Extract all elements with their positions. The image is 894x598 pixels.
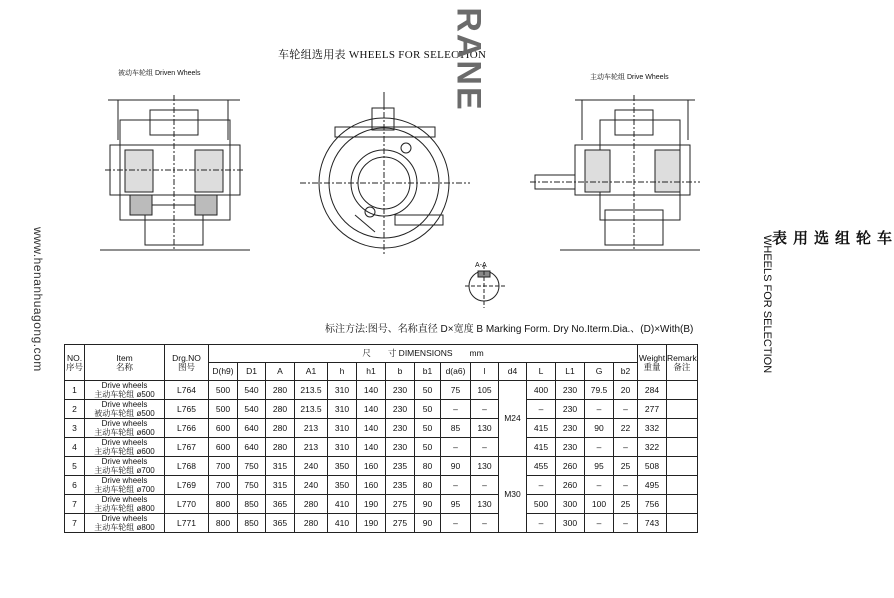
col-header: D1	[238, 363, 266, 381]
header-weight: Weight 重量	[638, 345, 667, 381]
header-no: NO. 序号	[65, 345, 85, 381]
table-row	[65, 419, 698, 438]
item-en: Drive wheels	[101, 438, 148, 447]
table-row	[65, 400, 698, 419]
table-cell: 240	[295, 476, 328, 495]
table-cell: 280	[266, 381, 295, 400]
table-cell: –	[585, 438, 614, 457]
table-cell: 850	[238, 514, 266, 533]
table-cell: L765	[165, 400, 209, 419]
item-cell	[85, 381, 165, 400]
section-label: A-A	[475, 262, 487, 269]
table-cell: 310	[328, 381, 357, 400]
item-cell	[85, 514, 165, 533]
table-cell: 284	[638, 381, 667, 400]
wheel-front-view	[300, 92, 470, 255]
table-cell: 500	[527, 495, 556, 514]
table-cell: 350	[328, 476, 357, 495]
table-cell	[667, 457, 698, 476]
side-title-cn: 车轮组选用表	[770, 230, 891, 249]
table-cell: 230	[386, 400, 415, 419]
table-cell: 415	[527, 419, 556, 438]
table-cell: 410	[328, 514, 357, 533]
table-cell: 600	[209, 419, 238, 438]
table-cell: 280	[295, 495, 328, 514]
table-cell: L770	[165, 495, 209, 514]
table-cell: 22	[614, 419, 638, 438]
table-cell: 410	[328, 495, 357, 514]
table-cell: –	[614, 476, 638, 495]
table-cell: 500	[209, 400, 238, 419]
item-cell	[85, 438, 165, 457]
table-cell: 750	[238, 476, 266, 495]
drive-wheels-label: 主动车轮组 Drive Wheels	[590, 74, 669, 81]
table-cell: –	[527, 514, 556, 533]
table-cell: 275	[386, 495, 415, 514]
table-cell: –	[585, 400, 614, 419]
table-cell: 190	[357, 495, 386, 514]
table-cell: 105	[471, 381, 499, 400]
table-cell: 7	[65, 495, 85, 514]
table-cell: 230	[386, 381, 415, 400]
col-header: D(h9)	[209, 363, 238, 381]
table-cell: L771	[165, 514, 209, 533]
table-cell: 800	[209, 495, 238, 514]
table-cell: 455	[527, 457, 556, 476]
table-cell: 79.5	[585, 381, 614, 400]
table-cell: 130	[471, 495, 499, 514]
table-cell: –	[441, 476, 471, 495]
table-cell: 7	[65, 514, 85, 533]
table-cell: 90	[415, 495, 441, 514]
table-cell: 140	[357, 438, 386, 457]
header-remark: Remark 备注	[667, 345, 698, 381]
table-cell: –	[585, 514, 614, 533]
table-cell: 235	[386, 457, 415, 476]
table-cell: 540	[238, 381, 266, 400]
item-cn: 主动车轮组 ø700	[94, 485, 155, 494]
table-cell: –	[527, 476, 556, 495]
table-cell: L764	[165, 381, 209, 400]
table-cell	[667, 476, 698, 495]
table-cell: 160	[357, 457, 386, 476]
table-cell: 25	[614, 495, 638, 514]
table-cell	[667, 419, 698, 438]
table-cell: 508	[638, 457, 667, 476]
table-cell: 750	[238, 457, 266, 476]
item-cn: 主动车轮组 ø500	[94, 390, 155, 399]
d4-cell: M30	[499, 457, 527, 533]
wheel-spec-table	[64, 344, 698, 533]
table-cell: 640	[238, 419, 266, 438]
table-cell: 85	[441, 419, 471, 438]
table-cell: 400	[527, 381, 556, 400]
table-row	[65, 514, 698, 533]
col-header: L	[527, 363, 556, 381]
table-cell: 322	[638, 438, 667, 457]
table-cell: 540	[238, 400, 266, 419]
table-cell: 415	[527, 438, 556, 457]
table-cell	[667, 438, 698, 457]
col-header: h1	[357, 363, 386, 381]
table-cell: 130	[471, 457, 499, 476]
table-cell: 280	[295, 514, 328, 533]
table-cell: 315	[266, 457, 295, 476]
table-cell: 4	[65, 438, 85, 457]
d4-cell: M24	[499, 381, 527, 457]
table-cell: 80	[415, 457, 441, 476]
table-cell: 20	[614, 381, 638, 400]
col-header: b	[386, 363, 415, 381]
table-cell: 140	[357, 381, 386, 400]
item-cn: 主动车轮组 ø800	[94, 523, 155, 532]
item-en: Drive wheels	[101, 400, 148, 409]
table-cell	[667, 495, 698, 514]
col-header: b1	[415, 363, 441, 381]
table-cell: 280	[266, 438, 295, 457]
table-cell: 300	[556, 514, 585, 533]
table-cell: 640	[238, 438, 266, 457]
table-cell: 50	[415, 419, 441, 438]
col-header: d(a6)	[441, 363, 471, 381]
table-cell: 100	[585, 495, 614, 514]
table-cell: 365	[266, 514, 295, 533]
table-cell: 90	[415, 514, 441, 533]
table-cell: 310	[328, 400, 357, 419]
table-cell: 90	[441, 457, 471, 476]
table-cell: 700	[209, 457, 238, 476]
driven-wheels-label: 被动车轮组 Driven Wheels	[118, 70, 201, 77]
table-cell: 700	[209, 476, 238, 495]
table-cell	[667, 514, 698, 533]
table-cell: 230	[556, 419, 585, 438]
table-cell: 800	[209, 514, 238, 533]
header-item: Item 名称	[85, 345, 165, 381]
table-cell: 277	[638, 400, 667, 419]
item-cell	[85, 400, 165, 419]
header-row-1	[65, 345, 698, 363]
table-cell: 235	[386, 476, 415, 495]
item-cn: 主动车轮组 ø700	[94, 466, 155, 475]
col-header: L1	[556, 363, 585, 381]
table-body	[65, 381, 698, 533]
table-cell: 190	[357, 514, 386, 533]
col-header: A1	[295, 363, 328, 381]
table-cell: –	[471, 400, 499, 419]
table-cell: 260	[556, 476, 585, 495]
item-en: Drive wheels	[101, 381, 148, 390]
table-cell: 95	[585, 457, 614, 476]
table-cell: –	[471, 438, 499, 457]
table-cell	[667, 400, 698, 419]
table-cell: L767	[165, 438, 209, 457]
col-header: G	[585, 363, 614, 381]
table-cell: 213.5	[295, 381, 328, 400]
table-cell: –	[471, 476, 499, 495]
table-cell: 75	[441, 381, 471, 400]
table-cell: L769	[165, 476, 209, 495]
table-cell: L766	[165, 419, 209, 438]
table-cell: 260	[556, 457, 585, 476]
table-cell: 90	[585, 419, 614, 438]
item-cell	[85, 419, 165, 438]
item-cell	[85, 457, 165, 476]
item-cn: 被动车轮组 ø500	[94, 409, 155, 418]
table-cell: 280	[266, 400, 295, 419]
item-en: Drive wheels	[101, 476, 148, 485]
table-cell: –	[441, 514, 471, 533]
col-header: b2	[614, 363, 638, 381]
table-cell: 213.5	[295, 400, 328, 419]
table-cell: 6	[65, 476, 85, 495]
item-cn: 主动车轮组 ø600	[94, 447, 155, 456]
table-cell: 600	[209, 438, 238, 457]
table-cell: 240	[295, 457, 328, 476]
table-cell: 213	[295, 438, 328, 457]
table-cell: 25	[614, 457, 638, 476]
col-header: l	[471, 363, 499, 381]
table-row	[65, 476, 698, 495]
table-cell: L768	[165, 457, 209, 476]
table-cell: 365	[266, 495, 295, 514]
table-cell: 332	[638, 419, 667, 438]
table-cell: 1	[65, 381, 85, 400]
table-cell: –	[527, 400, 556, 419]
table-cell: 756	[638, 495, 667, 514]
item-en: Drive wheels	[101, 457, 148, 466]
item-cell	[85, 476, 165, 495]
table-cell: 2	[65, 400, 85, 419]
item-en: Drive wheels	[101, 419, 148, 428]
table-cell: 275	[386, 514, 415, 533]
table-cell: –	[441, 438, 471, 457]
table-cell: 5	[65, 457, 85, 476]
table-cell: 80	[415, 476, 441, 495]
table-cell: 300	[556, 495, 585, 514]
table-cell: –	[614, 438, 638, 457]
table-cell: 130	[471, 419, 499, 438]
table-cell: 140	[357, 419, 386, 438]
item-en: Drive wheels	[101, 495, 148, 504]
table-cell: 3	[65, 419, 85, 438]
table-cell: 230	[556, 438, 585, 457]
item-cell	[85, 495, 165, 514]
table-cell: –	[441, 400, 471, 419]
table-cell: 230	[556, 400, 585, 419]
section-a-a-drawing	[465, 265, 505, 308]
table-cell: 213	[295, 419, 328, 438]
table-row	[65, 457, 698, 476]
website-url: www.henanhuagong.com	[31, 227, 45, 372]
col-header: d4	[499, 363, 527, 381]
table-row	[65, 495, 698, 514]
table-cell: 495	[638, 476, 667, 495]
table-cell: 50	[415, 438, 441, 457]
table-cell: –	[614, 514, 638, 533]
table-cell	[667, 381, 698, 400]
driven-wheel-drawing	[100, 95, 250, 250]
table-cell: 500	[209, 381, 238, 400]
table-cell: –	[614, 400, 638, 419]
table-cell: 310	[328, 419, 357, 438]
table-cell: 350	[328, 457, 357, 476]
item-cn: 主动车轮组 ø800	[94, 504, 155, 513]
table-cell: 95	[441, 495, 471, 514]
table-cell: 50	[415, 381, 441, 400]
table-cell: 850	[238, 495, 266, 514]
side-title-en: WHEELS FOR SELECTION	[761, 235, 773, 374]
col-header: A	[266, 363, 295, 381]
header-dimensions: 尺 寸 DIMENSIONS mm	[209, 345, 638, 363]
table-cell: 310	[328, 438, 357, 457]
item-cn: 主动车轮组 ø600	[94, 428, 155, 437]
drive-wheel-drawing	[530, 95, 700, 250]
table-cell: –	[471, 514, 499, 533]
page-title: 车轮组选用表 WHEELS FOR SELECTION	[278, 49, 487, 61]
marking-legend: 标注方法:图号、名称直径 D×宽度 B Marking Form. Dry No.Iterm.Dia.、(D)×With(B)	[325, 324, 694, 335]
table-cell: 230	[386, 419, 415, 438]
table-cell: 140	[357, 400, 386, 419]
table-cell: 315	[266, 476, 295, 495]
header-drg: Drg.NO 图号	[165, 345, 209, 381]
item-en: Drive wheels	[101, 514, 148, 523]
table-row	[65, 381, 698, 400]
col-header: h	[328, 363, 357, 381]
table-cell: 230	[556, 381, 585, 400]
table-cell: 280	[266, 419, 295, 438]
table-cell: 160	[357, 476, 386, 495]
table-cell: –	[585, 476, 614, 495]
watermark: RANE	[449, 7, 488, 112]
table-row	[65, 438, 698, 457]
table-cell: 743	[638, 514, 667, 533]
table-cell: 50	[415, 400, 441, 419]
table-cell: 230	[386, 438, 415, 457]
